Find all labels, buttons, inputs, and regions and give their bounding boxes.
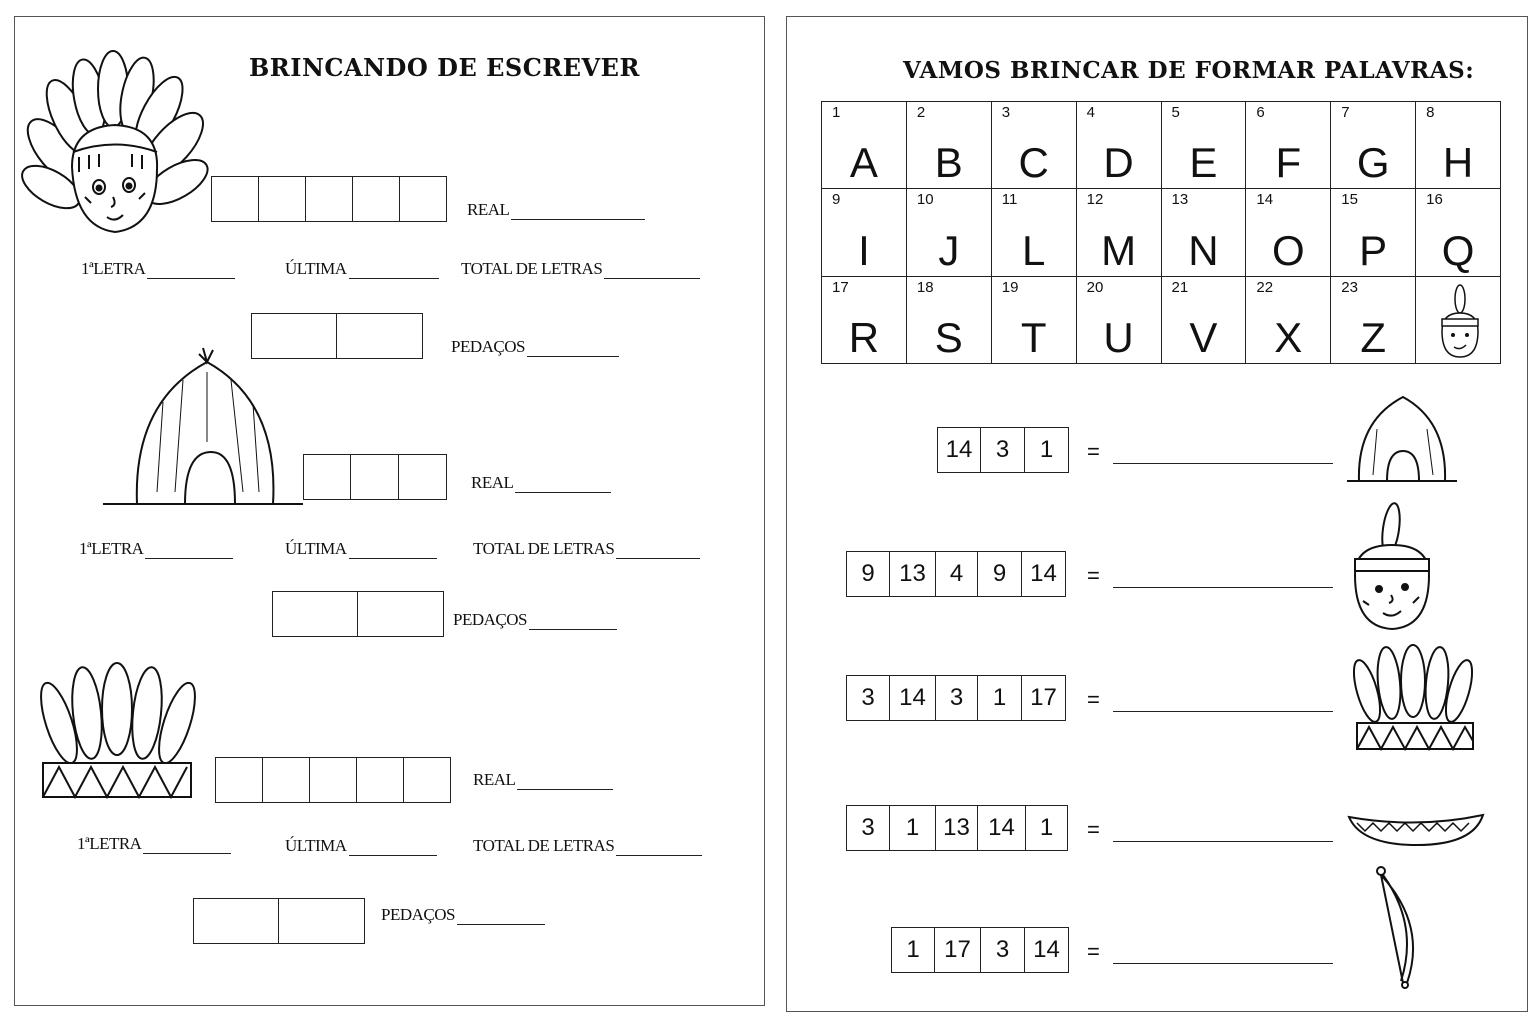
code-number: 17 [1022, 675, 1066, 721]
letter-number: 9 [832, 191, 841, 209]
code-number: 1 [978, 675, 1022, 721]
alphabet-cell [1331, 277, 1416, 364]
letter-number: 14 [1256, 191, 1274, 209]
indigenous-child-icon [27, 57, 207, 257]
pieces-line[interactable] [457, 908, 545, 925]
first-letter-line[interactable] [145, 542, 233, 559]
alphabet-cell [822, 102, 907, 189]
answer-line[interactable] [1113, 841, 1333, 842]
canoe-icon [1347, 807, 1485, 851]
feather-headdress-icon [1345, 645, 1483, 755]
code-number: 9 [846, 551, 890, 597]
last-letter-line[interactable] [349, 542, 437, 559]
code-number: 3 [936, 675, 978, 721]
alphabet-cell [992, 189, 1077, 276]
code-number: 13 [890, 551, 936, 597]
letter-number: 12 [1086, 191, 1104, 209]
real-answer-line[interactable] [511, 203, 645, 220]
real-answer-line[interactable] [517, 773, 613, 790]
equals-sign: = [1087, 439, 1100, 464]
code-number: 14 [978, 805, 1026, 851]
total-letters-label: TOTAL DE LETRAS [461, 259, 603, 278]
letter-number: 16 [1426, 191, 1443, 209]
total-letters-label: TOTAL DE LETRAS [473, 836, 615, 855]
real-label: REAL [473, 770, 516, 789]
total-letters-line[interactable] [604, 262, 700, 279]
letter-number: 18 [916, 278, 934, 296]
letter: J [938, 226, 960, 274]
letter-number: 1 [832, 104, 841, 121]
letter: O [1271, 226, 1305, 274]
first-letter-line[interactable] [143, 837, 231, 854]
letter-number: 10 [916, 191, 934, 209]
equals-sign: = [1087, 687, 1100, 712]
letter-boxes[interactable] [215, 757, 451, 803]
code-number: 3 [846, 805, 890, 851]
pieces-label: PEDAÇOS [453, 610, 527, 629]
alphabet-cell [907, 189, 992, 276]
answer-line[interactable] [1113, 711, 1333, 712]
letter: Z [1360, 314, 1387, 361]
bow-icon [1369, 865, 1429, 989]
total-letters-label: TOTAL DE LETRAS [473, 539, 615, 558]
letter-number: 23 [1341, 278, 1358, 296]
alphabet-grid [821, 101, 1501, 364]
letter-number: 22 [1256, 278, 1274, 296]
code-number: 3 [981, 427, 1025, 473]
last-letter-line[interactable] [349, 839, 437, 856]
straw-hut-icon [103, 342, 303, 512]
first-letter-label: 1ªLETRA [81, 259, 146, 278]
alphabet-cell [1416, 102, 1501, 189]
letter-boxes[interactable] [211, 176, 447, 222]
feather-headdress-icon [31, 663, 211, 803]
first-letter-line[interactable] [147, 262, 235, 279]
letter-number: 3 [1001, 104, 1011, 121]
letter-number: 6 [1256, 104, 1265, 121]
letter: U [1103, 314, 1134, 361]
answer-line[interactable] [1113, 587, 1333, 588]
page-title: BRINCANDO DE ESCREVER [249, 53, 640, 82]
letter: P [1359, 226, 1388, 274]
code-number: 14 [1022, 551, 1066, 597]
code-boxes [891, 927, 1069, 973]
letter: N [1188, 226, 1219, 274]
equals-sign: = [1087, 939, 1100, 964]
worksheet-left [14, 16, 765, 1006]
code-number: 3 [846, 675, 890, 721]
worksheet-right [786, 16, 1528, 1012]
alphabet-cell [1416, 189, 1501, 276]
code-number: 14 [1025, 927, 1069, 973]
indigenous-child-icon [1347, 501, 1437, 633]
alphabet-cell [1246, 277, 1331, 364]
letter: X [1274, 314, 1303, 361]
letter: F [1275, 139, 1302, 187]
total-letters-line[interactable] [616, 542, 700, 559]
letter: H [1442, 139, 1474, 187]
alphabet-cell [1162, 102, 1247, 189]
alphabet-cell-icon [1416, 277, 1501, 364]
alphabet-cell [992, 277, 1077, 364]
code-number: 14 [890, 675, 936, 721]
first-letter-label: 1ªLETRA [77, 834, 142, 853]
letter-number: 15 [1341, 191, 1358, 209]
alphabet-cell [1331, 102, 1416, 189]
letter-number: 17 [832, 278, 849, 296]
real-answer-line[interactable] [515, 476, 611, 493]
letter: B [934, 139, 963, 187]
alphabet-cell [822, 189, 907, 276]
equals-sign: = [1087, 817, 1100, 842]
alphabet-cell [1162, 189, 1247, 276]
letter-number: 2 [916, 104, 926, 121]
letter-number: 20 [1086, 278, 1104, 296]
answer-line[interactable] [1113, 463, 1333, 464]
code-number: 1 [1026, 805, 1068, 851]
pieces-line[interactable] [527, 340, 619, 357]
letter: I [858, 226, 870, 274]
letter-number: 13 [1171, 191, 1189, 209]
indigenous-child-icon [1438, 285, 1482, 359]
code-boxes [846, 675, 1066, 721]
straw-hut-icon [1347, 389, 1457, 485]
pieces-label: PEDAÇOS [381, 905, 455, 924]
pieces-line[interactable] [529, 613, 617, 630]
letter: R [848, 314, 880, 361]
code-number: 4 [936, 551, 978, 597]
real-label: REAL [471, 473, 514, 492]
real-label: REAL [467, 200, 510, 219]
code-number: 1 [890, 805, 936, 851]
last-letter-label: ÚLTIMA [285, 539, 347, 558]
letter: V [1189, 314, 1218, 361]
letter: Q [1441, 226, 1475, 274]
letter: L [1022, 226, 1046, 274]
alphabet-cell [907, 277, 992, 364]
alphabet-cell [822, 277, 907, 364]
letter: C [1018, 139, 1049, 187]
alphabet-cell [1331, 189, 1416, 276]
letter: S [934, 314, 963, 361]
letter: E [1189, 139, 1218, 187]
code-boxes [937, 427, 1069, 473]
alphabet-cell [1077, 189, 1162, 276]
alphabet-cell [1077, 277, 1162, 364]
code-number: 14 [937, 427, 981, 473]
letter-boxes[interactable] [303, 454, 447, 500]
answer-line[interactable] [1113, 963, 1333, 964]
last-letter-line[interactable] [349, 262, 439, 279]
pieces-label: PEDAÇOS [451, 337, 525, 356]
code-boxes [846, 805, 1068, 851]
code-boxes [846, 551, 1066, 597]
page-title: VAMOS BRINCAR DE FORMAR PALAVRAS: [903, 57, 1475, 84]
code-number: 1 [1025, 427, 1069, 473]
code-number: 17 [935, 927, 981, 973]
letter-number: 11 [1001, 191, 1018, 209]
letter: D [1103, 139, 1134, 187]
letter-number: 5 [1171, 104, 1180, 121]
code-number: 3 [981, 927, 1025, 973]
letter: M [1101, 226, 1137, 274]
last-letter-label: ÚLTIMA [285, 259, 347, 278]
piece-boxes[interactable] [272, 591, 444, 637]
letter-number: 19 [1001, 278, 1019, 296]
first-letter-label: 1ªLETRA [79, 539, 144, 558]
total-letters-line[interactable] [616, 839, 702, 856]
letter-number: 21 [1171, 278, 1189, 296]
alphabet-cell [1246, 189, 1331, 276]
alphabet-cell [1077, 102, 1162, 189]
letter: A [849, 139, 878, 187]
alphabet-cell [1246, 102, 1331, 189]
alphabet-cell [1162, 277, 1247, 364]
code-number: 13 [936, 805, 978, 851]
alphabet-cell [907, 102, 992, 189]
letter-number: 7 [1341, 104, 1350, 121]
last-letter-label: ÚLTIMA [285, 836, 347, 855]
alphabet-cell [992, 102, 1077, 189]
letter: T [1020, 314, 1047, 361]
code-number: 1 [891, 927, 935, 973]
piece-boxes[interactable] [193, 898, 365, 944]
equals-sign: = [1087, 563, 1100, 588]
code-number: 9 [978, 551, 1022, 597]
letter-number: 4 [1086, 104, 1095, 121]
letter: G [1356, 139, 1390, 187]
letter-number: 8 [1426, 104, 1435, 121]
